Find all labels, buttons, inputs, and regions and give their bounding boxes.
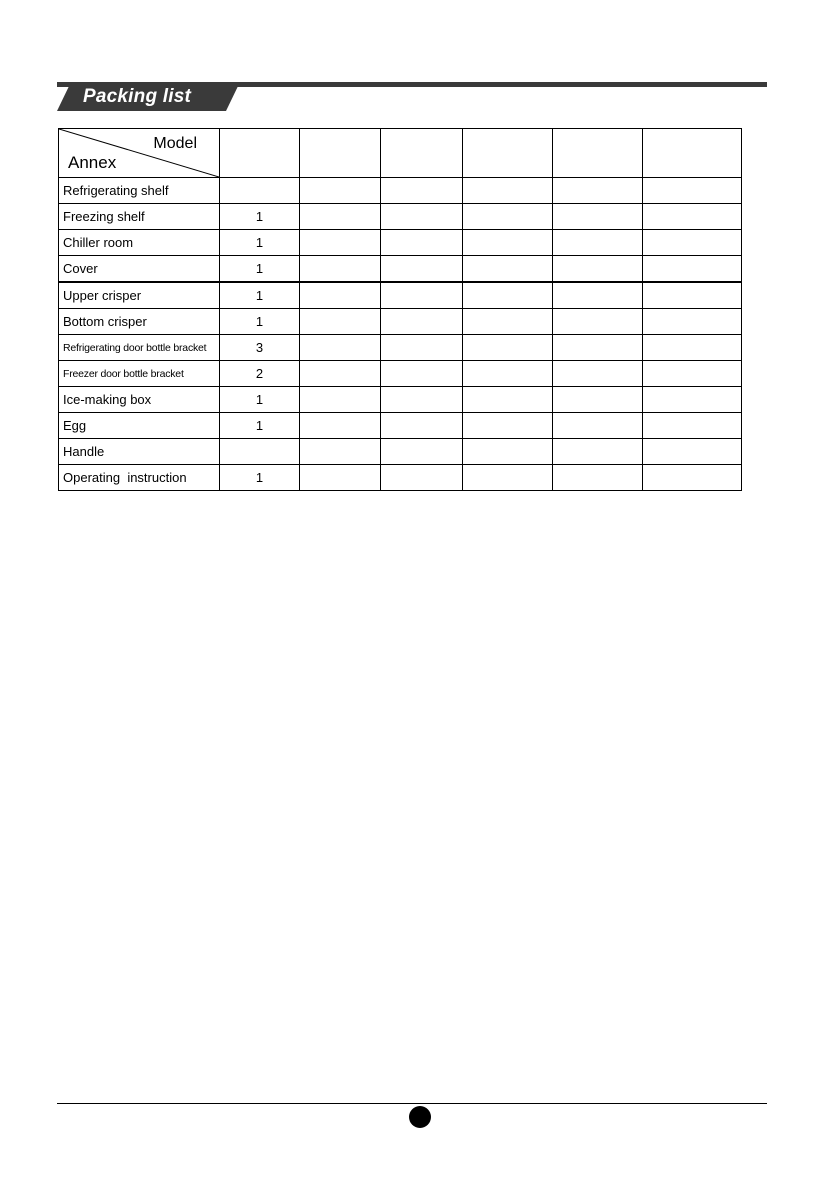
count-cell <box>463 439 553 465</box>
annex-name-cell: Ice-making box <box>59 387 220 413</box>
count-cell <box>643 387 742 413</box>
count-cell <box>220 178 300 204</box>
count-cell <box>463 335 553 361</box>
count-cell <box>381 465 463 491</box>
count-cell: 1 <box>220 204 300 230</box>
count-cell <box>300 439 381 465</box>
count-cell <box>643 256 742 283</box>
count-cell <box>381 178 463 204</box>
table-row <box>59 282 742 309</box>
annex-name-cell: Handle <box>59 439 220 465</box>
model-column-header <box>381 129 463 178</box>
annex-name-cell: Freezing shelf <box>59 204 220 230</box>
count-cell <box>220 439 300 465</box>
count-cell <box>300 335 381 361</box>
count-cell <box>643 230 742 256</box>
table-row <box>59 465 742 491</box>
count-cell <box>553 413 643 439</box>
section-title: Packing list <box>83 86 191 107</box>
count-cell <box>300 413 381 439</box>
count-cell <box>463 309 553 335</box>
corner-header-cell <box>59 129 220 178</box>
count-cell: 3 <box>220 335 300 361</box>
count-cell <box>553 204 643 230</box>
count-cell <box>381 439 463 465</box>
count-cell <box>300 465 381 491</box>
table-header-row <box>59 129 742 178</box>
annex-label: Annex <box>68 153 117 172</box>
count-cell <box>463 465 553 491</box>
count-cell <box>643 178 742 204</box>
count-cell <box>553 465 643 491</box>
count-cell <box>381 204 463 230</box>
count-cell <box>300 387 381 413</box>
count-cell <box>553 335 643 361</box>
annex-name-cell: Refrigerating shelf <box>59 178 220 204</box>
count-cell <box>300 178 381 204</box>
table-row <box>59 361 742 387</box>
table-row <box>59 178 742 204</box>
count-cell <box>643 439 742 465</box>
count-cell: 1 <box>220 309 300 335</box>
annex-name-cell: Operating instruction <box>59 465 220 491</box>
count-cell <box>553 387 643 413</box>
count-cell <box>553 178 643 204</box>
footer-rule <box>57 1103 767 1104</box>
table-row <box>59 439 742 465</box>
model-column-header <box>553 129 643 178</box>
model-column-header <box>463 129 553 178</box>
count-cell <box>553 282 643 309</box>
model-column-header <box>300 129 381 178</box>
count-cell <box>643 465 742 491</box>
packing-list-table <box>58 128 742 491</box>
count-cell <box>643 204 742 230</box>
section-header <box>57 82 767 112</box>
count-cell <box>463 282 553 309</box>
count-cell <box>381 230 463 256</box>
count-cell <box>463 256 553 283</box>
count-cell <box>381 413 463 439</box>
count-cell <box>553 361 643 387</box>
model-label: Model <box>153 135 197 152</box>
table-row <box>59 413 742 439</box>
annex-name-cell: Egg <box>59 413 220 439</box>
count-cell <box>300 204 381 230</box>
count-cell <box>553 256 643 283</box>
count-cell <box>381 335 463 361</box>
count-cell <box>463 178 553 204</box>
count-cell <box>643 282 742 309</box>
count-cell <box>463 361 553 387</box>
table-row <box>59 204 742 230</box>
count-cell <box>463 413 553 439</box>
annex-name-cell: Bottom crisper <box>59 309 220 335</box>
table-row <box>59 230 742 256</box>
count-cell <box>643 309 742 335</box>
model-column-header <box>220 129 300 178</box>
count-cell: 1 <box>220 413 300 439</box>
count-cell <box>381 387 463 413</box>
count-cell <box>381 361 463 387</box>
count-cell <box>643 361 742 387</box>
page-marker-dot <box>409 1106 431 1128</box>
count-cell <box>300 309 381 335</box>
annex-name-cell: Chiller room <box>59 230 220 256</box>
count-cell <box>643 413 742 439</box>
count-cell: 1 <box>220 465 300 491</box>
count-cell: 1 <box>220 387 300 413</box>
count-cell <box>300 256 381 283</box>
annex-name-cell: Freezer door bottle bracket <box>59 361 220 387</box>
count-cell: 1 <box>220 256 300 283</box>
count-cell <box>381 282 463 309</box>
count-cell <box>553 230 643 256</box>
count-cell: 1 <box>220 230 300 256</box>
table-row <box>59 309 742 335</box>
count-cell <box>300 230 381 256</box>
count-cell <box>463 230 553 256</box>
count-cell: 2 <box>220 361 300 387</box>
table-row <box>59 335 742 361</box>
count-cell <box>643 335 742 361</box>
count-cell <box>300 282 381 309</box>
count-cell <box>381 309 463 335</box>
annex-name-cell: Cover <box>59 256 220 283</box>
table-row <box>59 256 742 283</box>
count-cell <box>463 204 553 230</box>
annex-name-cell: Refrigerating door bottle bracket <box>59 335 220 361</box>
annex-name-cell: Upper crisper <box>59 282 220 309</box>
count-cell <box>553 309 643 335</box>
model-column-header <box>643 129 742 178</box>
table-row <box>59 387 742 413</box>
count-cell <box>553 439 643 465</box>
count-cell: 1 <box>220 282 300 309</box>
count-cell <box>300 361 381 387</box>
count-cell <box>381 256 463 283</box>
count-cell <box>463 387 553 413</box>
